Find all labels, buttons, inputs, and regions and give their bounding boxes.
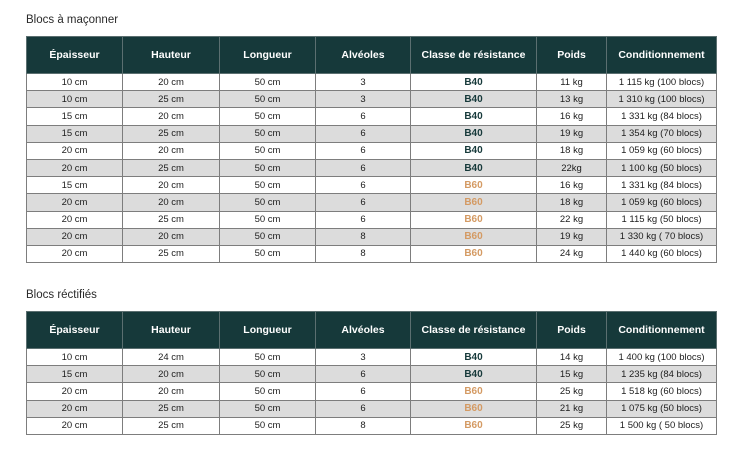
cell-longueur: 50 cm (220, 142, 316, 159)
cell-longueur: 50 cm (220, 74, 316, 91)
column-header-conditionnement: Conditionnement (607, 312, 717, 349)
cell-longueur: 50 cm (220, 159, 316, 176)
table-row (27, 366, 717, 383)
column-header-longueur: Longueur (220, 312, 316, 349)
cell-classe: B40 (411, 349, 537, 366)
cell-hauteur: 25 cm (123, 125, 220, 142)
cell-alveoles: 6 (316, 159, 411, 176)
cell-longueur: 50 cm (220, 383, 316, 400)
cell-conditionnement: 1 310 kg (100 blocs) (607, 91, 717, 108)
table-row (27, 211, 717, 228)
cell-classe: B60 (411, 245, 537, 262)
cell-hauteur: 20 cm (123, 383, 220, 400)
cell-epaisseur: 20 cm (27, 245, 123, 262)
table-row (27, 142, 717, 159)
cell-longueur: 50 cm (220, 211, 316, 228)
cell-conditionnement: 1 440 kg (60 blocs) (607, 245, 717, 262)
column-header-longueur: Longueur (220, 37, 316, 74)
cell-longueur: 50 cm (220, 194, 316, 211)
cell-conditionnement: 1 500 kg ( 50 blocs) (607, 417, 717, 434)
column-header-alveoles: Alvéoles (316, 312, 411, 349)
column-header-hauteur: Hauteur (123, 312, 220, 349)
column-header-classe: Classe de résistance (411, 312, 537, 349)
cell-conditionnement: 1 115 kg (50 blocs) (607, 211, 717, 228)
table-row (27, 245, 717, 262)
cell-conditionnement: 1 075 kg (50 blocs) (607, 400, 717, 417)
cell-classe: B40 (411, 125, 537, 142)
cell-poids: 18 kg (537, 142, 607, 159)
cell-hauteur: 20 cm (123, 177, 220, 194)
cell-poids: 19 kg (537, 125, 607, 142)
cell-epaisseur: 15 cm (27, 366, 123, 383)
cell-epaisseur: 15 cm (27, 125, 123, 142)
cell-epaisseur: 20 cm (27, 417, 123, 434)
table-row (27, 159, 717, 176)
cell-epaisseur: 20 cm (27, 194, 123, 211)
table-header-row (27, 37, 717, 74)
table-blocs-rectifies (26, 311, 717, 435)
cell-alveoles: 6 (316, 194, 411, 211)
cell-longueur: 50 cm (220, 366, 316, 383)
cell-conditionnement: 1 059 kg (60 blocs) (607, 142, 717, 159)
cell-classe: B60 (411, 400, 537, 417)
cell-classe: B40 (411, 366, 537, 383)
table-row (27, 400, 717, 417)
cell-poids: 13 kg (537, 91, 607, 108)
cell-longueur: 50 cm (220, 349, 316, 366)
cell-hauteur: 25 cm (123, 159, 220, 176)
cell-poids: 25 kg (537, 417, 607, 434)
cell-alveoles: 6 (316, 211, 411, 228)
column-header-hauteur: Hauteur (123, 37, 220, 74)
cell-alveoles: 3 (316, 74, 411, 91)
cell-alveoles: 8 (316, 417, 411, 434)
table-row (27, 91, 717, 108)
cell-conditionnement: 1 518 kg (60 blocs) (607, 383, 717, 400)
cell-epaisseur: 10 cm (27, 349, 123, 366)
cell-alveoles: 6 (316, 142, 411, 159)
cell-longueur: 50 cm (220, 177, 316, 194)
cell-conditionnement: 1 115 kg (100 blocs) (607, 74, 717, 91)
cell-poids: 18 kg (537, 194, 607, 211)
cell-conditionnement: 1 235 kg (84 blocs) (607, 366, 717, 383)
column-header-classe: Classe de résistance (411, 37, 537, 74)
column-header-epaisseur: Épaisseur (27, 37, 123, 74)
cell-classe: B60 (411, 194, 537, 211)
cell-longueur: 50 cm (220, 228, 316, 245)
cell-conditionnement: 1 400 kg (100 blocs) (607, 349, 717, 366)
table-row (27, 228, 717, 245)
cell-alveoles: 6 (316, 108, 411, 125)
cell-poids: 16 kg (537, 177, 607, 194)
cell-hauteur: 20 cm (123, 228, 220, 245)
cell-epaisseur: 20 cm (27, 211, 123, 228)
cell-epaisseur: 20 cm (27, 159, 123, 176)
cell-conditionnement: 1 059 kg (60 blocs) (607, 194, 717, 211)
cell-alveoles: 6 (316, 177, 411, 194)
cell-hauteur: 20 cm (123, 74, 220, 91)
table-row (27, 417, 717, 434)
cell-classe: B60 (411, 177, 537, 194)
column-header-conditionnement: Conditionnement (607, 37, 717, 74)
cell-poids: 19 kg (537, 228, 607, 245)
cell-poids: 22kg (537, 159, 607, 176)
cell-longueur: 50 cm (220, 91, 316, 108)
cell-classe: B60 (411, 417, 537, 434)
cell-alveoles: 6 (316, 366, 411, 383)
cell-conditionnement: 1 330 kg ( 70 blocs) (607, 228, 717, 245)
cell-alveoles: 8 (316, 228, 411, 245)
cell-poids: 11 kg (537, 74, 607, 91)
cell-hauteur: 20 cm (123, 194, 220, 211)
cell-epaisseur: 20 cm (27, 228, 123, 245)
cell-classe: B40 (411, 74, 537, 91)
cell-longueur: 50 cm (220, 417, 316, 434)
cell-poids: 24 kg (537, 245, 607, 262)
section-title-blocs-rectifies: Blocs réctifiés (26, 289, 97, 301)
table-row (27, 383, 717, 400)
cell-alveoles: 3 (316, 349, 411, 366)
cell-epaisseur: 15 cm (27, 177, 123, 194)
cell-classe: B40 (411, 159, 537, 176)
cell-classe: B40 (411, 91, 537, 108)
cell-poids: 21 kg (537, 400, 607, 417)
cell-hauteur: 20 cm (123, 366, 220, 383)
cell-hauteur: 25 cm (123, 211, 220, 228)
table-row (27, 108, 717, 125)
cell-alveoles: 6 (316, 400, 411, 417)
cell-hauteur: 24 cm (123, 349, 220, 366)
cell-poids: 25 kg (537, 383, 607, 400)
cell-poids: 14 kg (537, 349, 607, 366)
cell-alveoles: 6 (316, 125, 411, 142)
cell-poids: 22 kg (537, 211, 607, 228)
cell-longueur: 50 cm (220, 400, 316, 417)
section-title-blocs-maconner: Blocs à maçonner (26, 14, 119, 26)
cell-classe: B40 (411, 108, 537, 125)
table-row (27, 349, 717, 366)
cell-conditionnement: 1 354 kg (70 blocs) (607, 125, 717, 142)
column-header-epaisseur: Épaisseur (27, 312, 123, 349)
cell-alveoles: 6 (316, 383, 411, 400)
cell-hauteur: 25 cm (123, 245, 220, 262)
cell-conditionnement: 1 100 kg (50 blocs) (607, 159, 717, 176)
cell-classe: B60 (411, 228, 537, 245)
cell-poids: 15 kg (537, 366, 607, 383)
cell-epaisseur: 20 cm (27, 400, 123, 417)
table-row (27, 177, 717, 194)
column-header-poids: Poids (537, 312, 607, 349)
cell-classe: B60 (411, 383, 537, 400)
cell-conditionnement: 1 331 kg (84 blocs) (607, 108, 717, 125)
table-row (27, 125, 717, 142)
cell-epaisseur: 20 cm (27, 142, 123, 159)
cell-hauteur: 20 cm (123, 108, 220, 125)
column-header-poids: Poids (537, 37, 607, 74)
column-header-alveoles: Alvéoles (316, 37, 411, 74)
cell-epaisseur: 10 cm (27, 74, 123, 91)
cell-hauteur: 20 cm (123, 142, 220, 159)
cell-longueur: 50 cm (220, 108, 316, 125)
cell-conditionnement: 1 331 kg (84 blocs) (607, 177, 717, 194)
cell-epaisseur: 15 cm (27, 108, 123, 125)
cell-alveoles: 8 (316, 245, 411, 262)
cell-classe: B40 (411, 142, 537, 159)
table-blocs-maconner (26, 36, 717, 263)
cell-hauteur: 25 cm (123, 400, 220, 417)
table-row (27, 194, 717, 211)
cell-epaisseur: 20 cm (27, 383, 123, 400)
cell-longueur: 50 cm (220, 245, 316, 262)
table-row (27, 74, 717, 91)
cell-epaisseur: 10 cm (27, 91, 123, 108)
table-header-row (27, 312, 717, 349)
cell-hauteur: 25 cm (123, 417, 220, 434)
cell-poids: 16 kg (537, 108, 607, 125)
cell-longueur: 50 cm (220, 125, 316, 142)
cell-classe: B60 (411, 211, 537, 228)
cell-hauteur: 25 cm (123, 91, 220, 108)
cell-alveoles: 3 (316, 91, 411, 108)
